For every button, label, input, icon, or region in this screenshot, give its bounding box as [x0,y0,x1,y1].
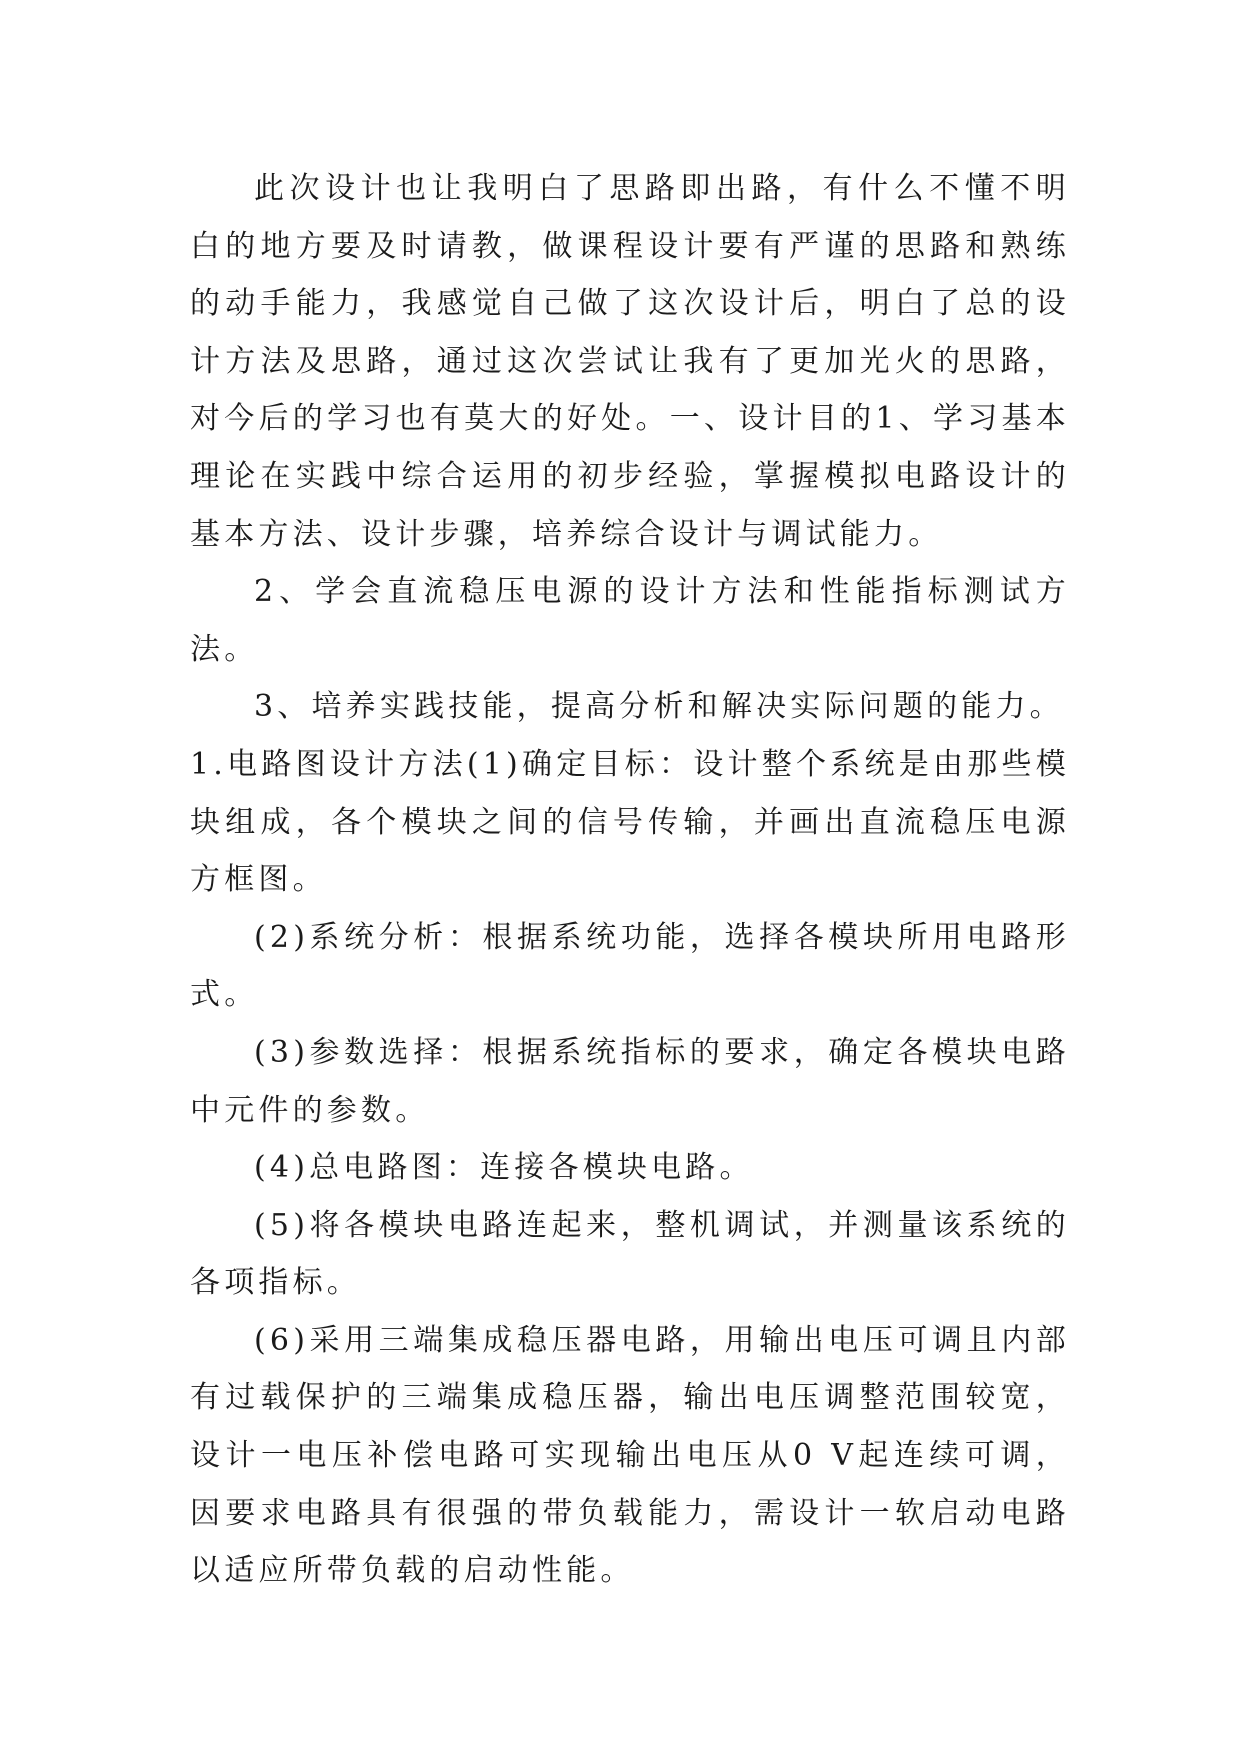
paragraph-7: (4)总电路图：连接各模块电路。 [254,1150,754,1186]
paragraph-5: (2)系统分析：根据系统功能，选择各模块所用电路形式。 [190,919,1070,1013]
paragraph-3: 3、培养实践技能，提高分析和解决实际问题的能力。 [254,689,1064,725]
paragraph-9: (6)采用三端集成稳压器电路，用输出电压可调且内部有过载保护的三端集成稳压器，输出电压调整范围较宽，设计一电压补偿电路可实现输出电压从0 V起连续可调，因要求电路具有很强的带负载能力，需设计一软启动电路以适应所带负载的启动性能。 [190,1322,1070,1589]
document-body [190,160,1070,1600]
paragraph-2: 2、学会直流稳压电源的设计方法和性能指标测试方法。 [190,574,1070,667]
paragraph-6: (3)参数选择：根据系统指标的要求，确定各模块电路中元件的参数。 [190,1034,1070,1128]
paragraph-8: (5)将各模块电路连起来，整机调试，并测量该系统的各项指标。 [190,1207,1070,1301]
paragraph-4: 1.电路图设计方法(1)确定目标：设计整个系统是由那些模块组成，各个模块之间的信号传输，并画出直流稳压电源方框图。 [190,746,1070,898]
paragraph-1: 此次设计也让我明白了思路即出路，有什么不懂不明白的地方要及时请教，做课程设计要有严谨的思路和熟练的动手能力，我感觉自己做了这次设计后，明白了总的设计方法及思路，通过这次尝试让我有了更加光火的思路，对今后的学习也有莫大的好处。一、设计目的1、学习基本理论在实践中综合运用的初步经验，掌握模拟电路设计的基本方法、设计步骤，培养综合设计与调试能力。 [190,171,1070,552]
